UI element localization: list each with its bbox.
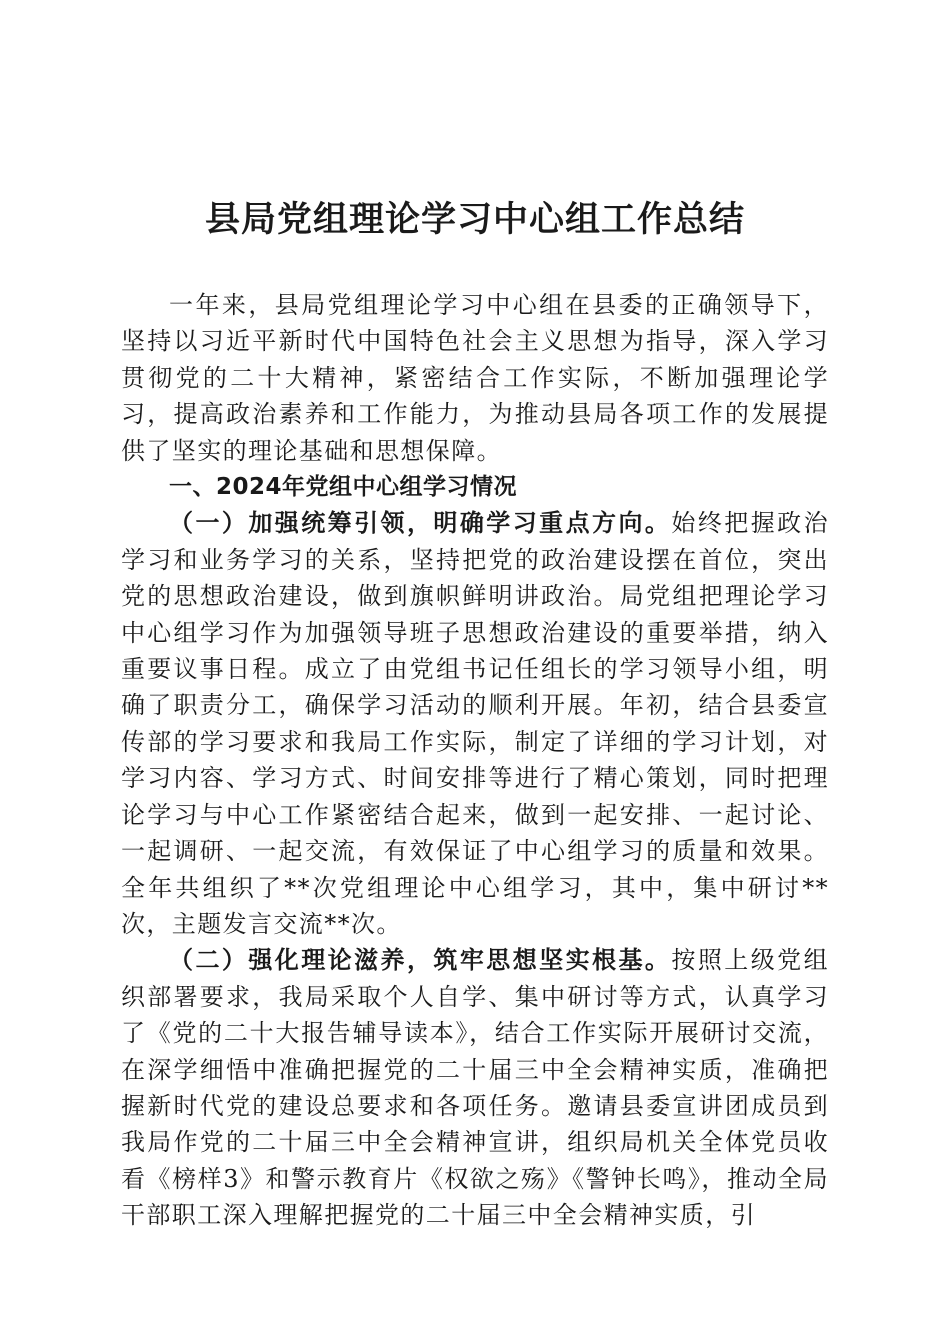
section-item-heading: （一）加强统筹引领，明确学习重点方向。 xyxy=(169,508,672,538)
section-item-text: 按照上级党组织部署要求，我局采取个人自学、集中研讨等方式，认真学习了《党的二十大报告辅导读本》，结合工作实际开展研讨交流，在深学细悟中准确把握党的二十届三中全会精神实质，准确把握新时代党的建设总要求和各项任务。邀请县委宣讲团成员到我局作党的二十届三中全会精神宣讲，组织局机关全体党员收看《榜样3》和警示教育片《权欲之殇》《警钟长鸣》，推动全局干部职工深入理解把握党的二十届三中全会精神实质，引 xyxy=(121,946,829,1230)
section-item-text: 始终把握政治学习和业务学习的关系，坚持把党的政治建设摆在首位，突出党的思想政治建设，做到旗帜鲜明讲政治。局党组把理论学习中心组学习作为加强领导班子思想政治建设的重要举措，纳入重要议事日程。成立了由党组书记任组长的学习领导小组，明确了职责分工，确保学习活动的顺利开展。年初，结合县委宣传部的学习要求和我局工作实际，制定了详细的学习计划，对学习内容、学习方式、时间安排等进行了精心策划，同时把理论学习与中心工作紧密结合起来，做到一起安排、一起讨论、一起调研、一起交流，有效保证了中心组学习的质量和效果。全年共组织了**次党组理论中心组学习，其中，集中研讨**次，主题发言交流**次。 xyxy=(121,509,829,938)
intro-paragraph: 一年来，县局党组理论学习中心组在县委的正确领导下，坚持以习近平新时代中国特色社会主义思想为指导，深入学习贯彻党的二十大精神，紧密结合工作实际，不断加强理论学习，提高政治素养和工作能力，为推动县局各项工作的发展提供了坚实的理论基础和思想保障。 xyxy=(121,291,829,465)
section-item-paragraph xyxy=(121,505,829,942)
section-item-heading: （二）强化理论滋养，筑牢思想坚实根基。 xyxy=(169,945,672,975)
document-title: 县局党组理论学习中心组工作总结 xyxy=(204,199,745,240)
section-item-paragraph xyxy=(121,942,829,1233)
section-heading: 一、2024年党组中心组学习情况 xyxy=(169,474,518,501)
document-body xyxy=(121,287,829,1234)
